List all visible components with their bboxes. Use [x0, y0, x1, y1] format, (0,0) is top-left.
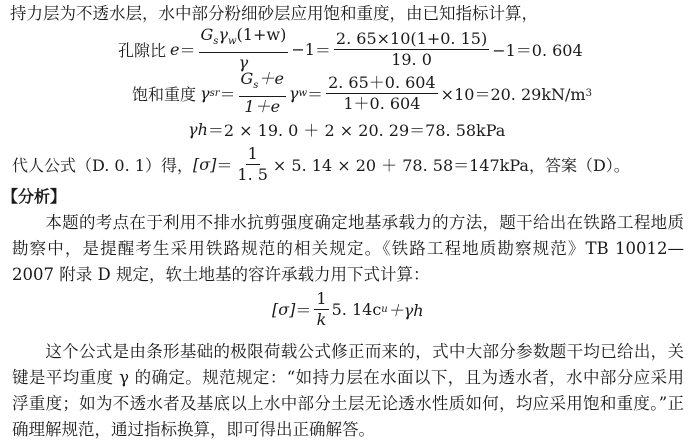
analysis-paragraph-2: 这个公式是由条形基础的极限荷载公式修正而来的，式中大部分参数题干均已给出，关键是平均重度 γ 的确定。规范规定：“如持力层在水面以下，且为透水者，水中部分应采用浮重度；如为不透水者及基底以上水中部分土层无论透水性质如何，均应采用饱和重度。”正确理解规范，通过指标换算，即可得出正确解答。 — [12, 342, 684, 439]
saturated-numeric-fraction: $\frac{2. 65+0. 604}{1+0. 604}$ — [328, 72, 436, 113]
gamma-h-equation: γh ＝2 × 19. 0 ＋ 2 × 20. 29＝78. 58kPa — [188, 120, 506, 140]
saturated-symbolic-fraction: $\frac{G_s+e}{1+e}$ — [240, 69, 284, 117]
bearing-capacity-formula: [σ] ＝ $\frac{1}{k}$ 5. 14c u ＋γh — [272, 289, 424, 329]
porosity-var: e — [170, 39, 180, 59]
porosity-equation: 孔隙比 e ＝ $\frac{G_s\gamma_w(1+w)}{\gamma}$ −1 ＝ $\frac{2. 65\times 10(1+0. 15)}{19. 0}$ −1＝0. 604 — [118, 25, 583, 73]
saturated-result: ×10＝20. 29kN/m — [440, 84, 586, 104]
substitute-equation: 代人公式（D. 0. 1）得， [σ] ＝ $\frac{1}{1. 5}$ × 5. 14 × 20 ＋ 78. 58＝147kPa，答案（D）。 — [12, 144, 630, 184]
saturated-weight-equation: 饱和重度 γ sr ＝ $\frac{G_s+e}{1+e}$ γ w ＝ $\frac{2. 65+0. 604}{1+0. 604}$ ×10＝20. 29kN/m 3 — [132, 69, 592, 117]
porosity-numeric-fraction: $\frac{2. 65\times 10(1+0. 15)}{19. 0}$ — [335, 28, 488, 69]
saturated-label: 饱和重度 — [132, 84, 197, 104]
substitute-prefix: 代人公式（D. 0. 1）得， — [12, 156, 193, 175]
analysis-heading: 【分析】 — [2, 187, 67, 206]
porosity-label: 孔隙比 — [118, 40, 167, 60]
analysis-paragraph-1: 本题的考点在于利用不排水抗剪强度确定地基承载力的方法，题干给出在铁路工程地质勘察中，是提醒考生采用铁路规范的相关规定。《铁路工程地质勘察规范》TB 10012—2007 附录 D 规定，软土地基的容许承载力用下式计算： — [12, 213, 684, 284]
substitute-result: × 5. 14 × 20 ＋ 78. 58＝147kPa，答案（D）。 — [272, 156, 630, 175]
intro-text: 持力层为不透水层，水中部分粉细砂层应用饱和重度，由已知指标计算， — [10, 4, 538, 23]
porosity-symbolic-fraction: $\frac{G_s\gamma_w(1+w)}{\gamma}$ — [200, 25, 287, 73]
formula-fraction: $\frac{1}{k}$ — [316, 289, 327, 329]
safety-factor-fraction: $\frac{1}{1. 5}$ — [237, 144, 268, 184]
porosity-result: −1＝0. 604 — [492, 40, 583, 60]
